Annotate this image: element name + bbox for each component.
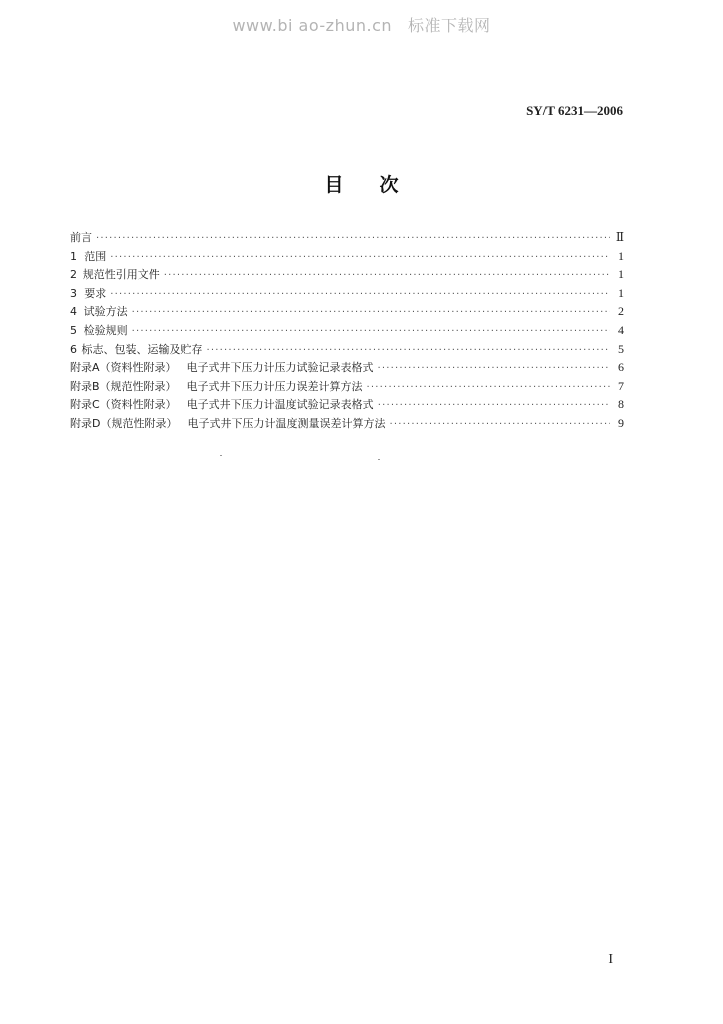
toc-entry-label: 规范性引用文件 <box>82 268 160 282</box>
toc-entry-page: 9 <box>618 415 624 430</box>
toc-entry-page: 1 <box>618 248 624 263</box>
toc-entry-page: 2 <box>618 304 624 319</box>
toc-entry-label: 标志、包装、运输及贮存 <box>81 342 203 356</box>
toc-leader-dots <box>96 233 610 244</box>
standard-code: SY/T 6231—2006 <box>526 103 623 118</box>
toc-title-left: 目 <box>324 174 344 196</box>
toc-entry-number: 3 <box>70 286 77 300</box>
toc-leader-dots <box>378 363 610 374</box>
toc-entry-1[interactable] <box>70 248 624 267</box>
toc-entry-number: 4 <box>70 305 77 319</box>
toc-entry-label: 前言 <box>70 231 92 244</box>
toc-entry-label: 检验规则 <box>83 323 128 337</box>
watermark <box>0 13 723 36</box>
toc-entry-label: 电子式井下压力计温度测量误差计算方法 <box>187 416 386 430</box>
scan-speck <box>220 455 222 456</box>
toc-entry-page: 6 <box>618 360 624 375</box>
toc-title-right: 次 <box>379 174 399 196</box>
toc-entry-label: 电子式井下压力计温度试验记录表格式 <box>186 398 374 412</box>
toc-annex-prefix: 附录B（规范性附录） <box>70 379 177 393</box>
toc-entry-label: 要求 <box>84 286 107 300</box>
toc-leader-dots <box>110 252 610 263</box>
toc-leader-dots <box>132 307 610 318</box>
watermark-site: www.bi ao-zhun.cn <box>232 16 393 35</box>
toc-entry-5[interactable] <box>70 322 624 341</box>
scan-speck <box>378 459 380 460</box>
toc-entry-page: 1 <box>618 285 624 300</box>
toc-annex-prefix: 附录C（资料性附录） <box>70 398 177 412</box>
toc-entry-number: 2 <box>70 268 77 282</box>
toc-entry-page: 7 <box>618 378 624 393</box>
toc-entry-2[interactable] <box>70 266 624 285</box>
toc-entry-number: 1 <box>70 249 77 263</box>
toc-entry-annex-b[interactable] <box>70 378 624 397</box>
toc-entry-page: 5 <box>618 341 624 356</box>
toc-leader-dots <box>378 400 610 411</box>
toc-entry-4[interactable] <box>70 303 624 322</box>
toc-annex-prefix: 附录A（资料性附录） <box>70 361 177 375</box>
table-of-contents <box>70 229 624 434</box>
toc-entry-page: Ⅱ <box>615 230 624 244</box>
toc-entry-3[interactable] <box>70 285 624 304</box>
toc-entry-annex-a[interactable] <box>70 359 624 378</box>
toc-entry-label: 试验方法 <box>83 305 128 319</box>
toc-entry-6[interactable] <box>70 341 624 360</box>
toc-entry-page: 1 <box>618 267 624 282</box>
toc-entry-label: 电子式井下压力计压力误差计算方法 <box>186 379 363 393</box>
toc-leader-dots <box>389 419 610 430</box>
toc-entry-annex-d[interactable] <box>70 415 624 434</box>
toc-entry-page: 4 <box>618 322 624 337</box>
toc-leader-dots <box>164 270 610 281</box>
toc-entry-foreword[interactable] <box>70 229 624 248</box>
toc-leader-dots <box>367 382 610 393</box>
toc-leader-dots <box>207 345 610 356</box>
page-number: I <box>608 952 613 967</box>
toc-entry-page: 8 <box>618 397 624 412</box>
toc-leader-dots <box>110 289 610 300</box>
toc-entry-annex-c[interactable] <box>70 396 624 415</box>
toc-entry-number: 5 <box>70 323 77 337</box>
toc-entry-label: 电子式井下压力计压力试验记录表格式 <box>186 361 374 375</box>
toc-entry-number: 6 <box>70 342 77 356</box>
toc-annex-prefix: 附录D（规范性附录） <box>70 416 178 430</box>
watermark-name: 标准下载网 <box>408 16 491 35</box>
toc-entry-label: 范围 <box>84 249 107 263</box>
toc-leader-dots <box>132 326 610 337</box>
toc-title <box>0 170 723 197</box>
